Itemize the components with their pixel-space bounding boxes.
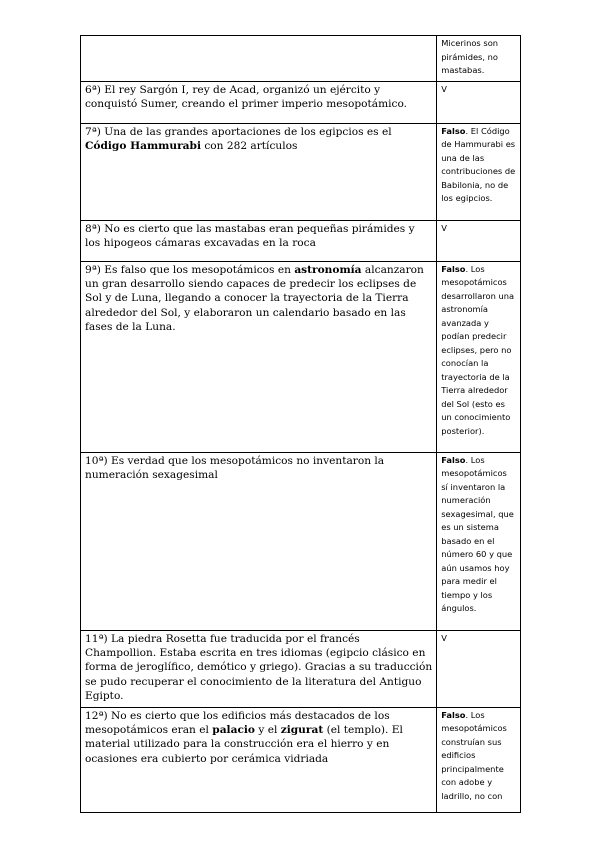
question-bold-term: astronomía <box>294 263 362 276</box>
answer-text: Micerinos son pirámides, no mastabas. <box>441 38 499 75</box>
answer-cell <box>437 220 521 261</box>
answer-text: . Los mesopotámicos construían sus edificios principalmente con adobe y ladrillo, no con <box>441 709 507 801</box>
table-row <box>81 261 521 452</box>
question-cell <box>81 220 437 261</box>
question-cell <box>81 707 437 812</box>
answer-label: Falso <box>441 454 466 465</box>
question-text: 8ª) No es cierto que las mastabas eran pequeñas pirámides y los hipogeos cámaras excavadas en la roca <box>85 222 415 249</box>
question-text: 9ª) Es falso que los mesopotámicos en <box>85 263 295 276</box>
answer-cell <box>437 123 521 220</box>
table-row <box>81 36 521 82</box>
question-cell <box>81 123 437 220</box>
question-bold-term-2: zigurat <box>280 723 324 736</box>
question-text-mid: y el <box>254 723 281 736</box>
question-text: 11ª) La piedra Rosetta fue traducida por el francés Champollion. Estaba escrita en tres idiomas (egipcio clásico en forma de jeroglífico, demótico y griego). Gracias a su traducción se pudo recuperar el conocimiento de la literatura del Antiguo Egipto. <box>85 632 433 703</box>
answer-text: . El Código de Hammurabi es una de las contribuciones de Babilonia, no de los egipcios. <box>441 125 516 203</box>
answer-cell <box>437 630 521 707</box>
question-text: 7ª) Una de las grandes aportaciones de los egipcios es el <box>85 125 392 138</box>
table-row <box>81 630 521 707</box>
answer-cell <box>437 261 521 452</box>
question-text-cont: con 282 artículos <box>200 139 298 152</box>
question-cell <box>81 630 437 707</box>
table-row <box>81 707 521 812</box>
question-text: 10ª) Es verdad que los mesopotámicos no inventaron la numeración sexagesimal <box>85 454 385 481</box>
answer-cell <box>437 81 521 123</box>
answer-verdict: V <box>441 222 447 233</box>
answer-text: . Los mesopotámicos sí inventaron la numeración sexagesimal, que es un sistema basado en el número 60 y que aún usamos hoy para medir el tiempo y los ángulos. <box>441 454 514 613</box>
table-row <box>81 123 521 220</box>
answer-cell <box>437 707 521 812</box>
question-bold-term: palacio <box>212 723 255 736</box>
answer-text: . Los mesopotámicos desarrollaron una astronomía avanzada y podían predecir eclipses, pero no conocían la trayectoria de la Tierra alrededor del Sol (esto es un conocimiento posterior). <box>441 263 515 436</box>
true-false-table <box>80 35 521 813</box>
table-row <box>81 220 521 261</box>
question-cell <box>81 452 437 630</box>
answer-cell <box>437 452 521 630</box>
question-bold-term: Código Hammurabi <box>85 139 201 152</box>
question-text-cont: (el templo). El material utilizado para la construcción era el hierro y en ocasiones era cubierto por cerámica vidriada <box>85 723 403 765</box>
answer-cell <box>437 36 521 82</box>
answer-label: Falso <box>441 263 466 274</box>
question-text-cont: alcanzaron un gran desarrollo siendo capaces de predecir los eclipses de Sol y de Luna, llegando a conocer la trayectoria de la Tierra alrededor del Sol, y elaboraron un calendario basado en las fases de la Luna. <box>85 263 424 334</box>
table-row <box>81 81 521 123</box>
table-row <box>81 452 521 630</box>
question-cell <box>81 261 437 452</box>
answer-verdict: V <box>441 83 447 94</box>
question-text: 6ª) El rey Sargón I, rey de Acad, organizó un ejército y conquistó Sumer, creando el primer imperio mesopotámico. <box>85 83 408 110</box>
answer-label: Falso <box>441 709 466 720</box>
question-cell <box>81 36 437 82</box>
question-text: 12ª) No es cierto que los edificios más destacados de los mesopotámicos eran el <box>85 709 390 736</box>
answer-verdict: V <box>441 632 447 643</box>
answer-label: Falso <box>441 125 466 136</box>
question-cell <box>81 81 437 123</box>
